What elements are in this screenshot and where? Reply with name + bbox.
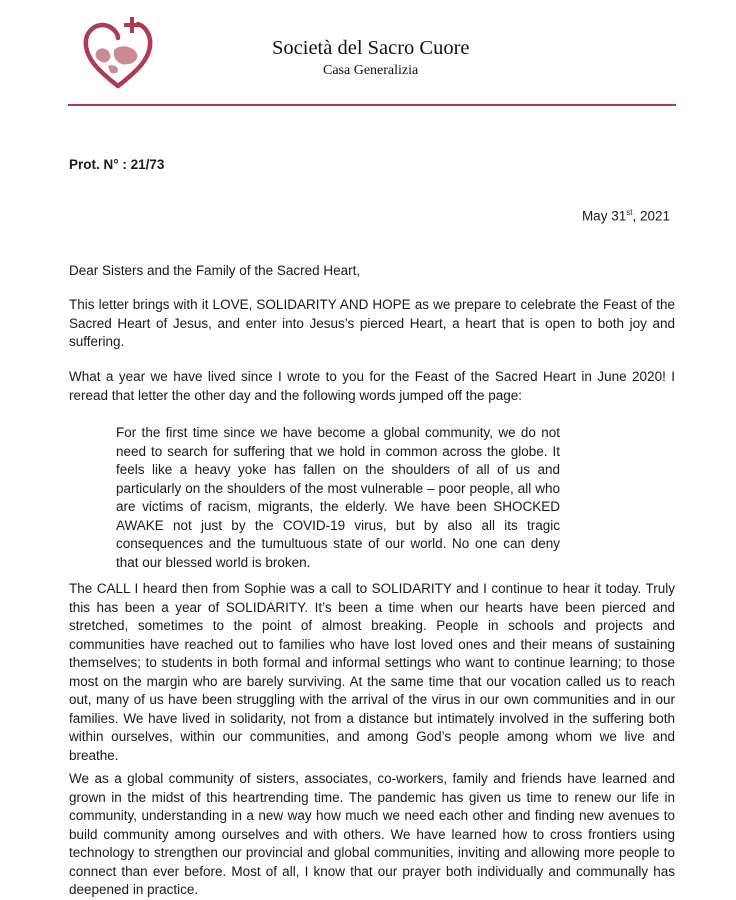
paragraph-2: What a year we have lived since I wrote to you for the Feast of the Sacred Heart in June 2020! I reread that letter the other day and the following words jumped off the page:: [69, 369, 675, 403]
greeting: Dear Sisters and the Family of the Sacred Heart,: [69, 263, 361, 278]
date-suffix: st: [626, 208, 633, 217]
paragraph-1: This letter brings with it LOVE, SOLIDARITY AND HOPE as we prepare to celebrate the Feast of the Sacred Heart of Jesus, and enter into Jesus’s pierced Heart, a heart that is open to both joy and suffering.: [69, 297, 675, 349]
block-quote: For the first time since we have become a global community, we do not need to search for suffering that we hold in common across the globe. It feels like a heavy yoke has fallen on the shoulders of all of us and particularly on the shoulders of the most vulnerable – poor people, all who are victims of racism, migrants, the elderly. We have been SHOCKED AWAKE not just by the COVID-19 virus, but by also all its tragic consequences and the tumultuous state of our world. No one can deny that our blessed world is broken.: [116, 425, 560, 570]
organization-subtitle: Casa Generalizia: [323, 63, 419, 78]
letter-date: [582, 208, 670, 224]
date-year: , 2021: [632, 208, 670, 224]
header-divider: [68, 104, 676, 106]
protocol-number: Prot. N° : 21/73: [69, 157, 165, 172]
paragraph-4: We as a global community of sisters, associates, co-workers, family and friends have learned and grown in the midst of this heartrending time. The pandemic has given us time to renew our life in community, understanding in a new way how much we need each other and finding new avenues to build community among ourselves and with others. We have learned how to cross frontiers using technology to strengthen our provincial and global communities, inviting and allowing more people to connect than ever before. Most of all, I know that our prayer both individually and communally has deepened in practice.: [69, 771, 675, 897]
date-day: May 31: [581, 208, 627, 224]
organization-name: Società del Sacro Cuore: [272, 37, 470, 59]
sacred-heart-globe-logo: [78, 12, 158, 92]
paragraph-3: The CALL I heard then from Sophie was a call to SOLIDARITY and I continue to hear it today. Truly this has been a year of SOLIDARITY. It’s been a time when our hearts have been pierced and stretched, sometimes to the point of almost breaking. People in schools and projects and communities have reached out to families who have lost loved ones and their means of sustaining themselves; to students in both formal and informal settings who want to continue learning; to those most on the margin who are barely surviving. At the same time that our vocation called us to reach out, many of us have been struggling with the arrival of the virus in our own communities and in our families. We have lived in solidarity, not from a distance but intimately involved in the suffering both within ourselves, within our communities, and among God’s people among whom we live and breathe.: [69, 581, 675, 763]
